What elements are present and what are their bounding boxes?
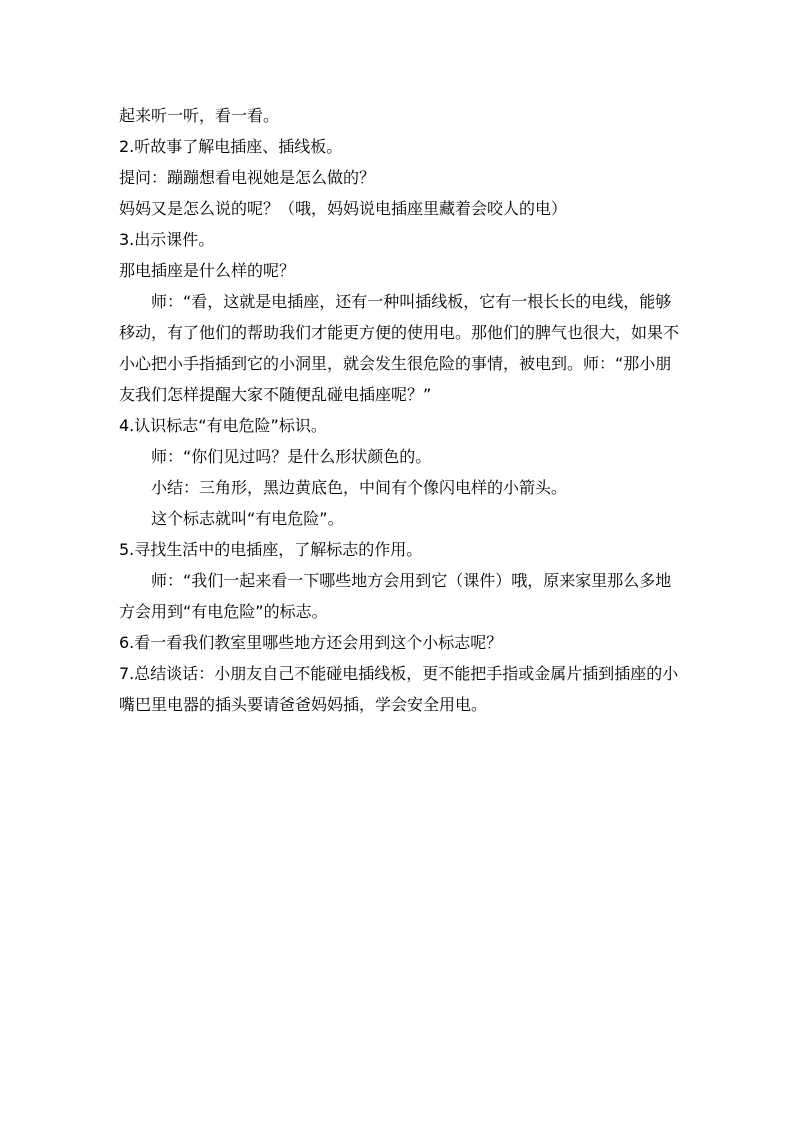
text-line-mom: 妈妈又是怎么说的呢？（哦，妈妈说电插座里藏着会咬人的电）: [119, 199, 568, 218]
section-heading-4: 4.认识标志“有电危险”标识。: [119, 416, 327, 435]
section-heading-6: 6.看一看我们教室里哪些地方还会用到这个小标志呢？: [119, 633, 503, 652]
section-heading-2: 2.听故事了解电插座、插线板。: [119, 137, 343, 156]
text-line-continuation: 起来听一听，看一看。: [119, 106, 280, 125]
teacher-paragraph-places: 师：“我们一起来看一下哪些地方会用到它（课件）哦，原来家里那么多地方会用到“有电危险”的标志。: [119, 571, 672, 621]
summary-line: 小结：三角形，黑边黄底色，中间有个像闪电样的小箭头。: [151, 478, 568, 497]
document-body: [119, 100, 679, 720]
teacher-question-seen: 师：“你们见过吗？是什么形状颜色的。: [151, 447, 432, 466]
teacher-paragraph-socket: 师：“看，这就是电插座，还有一种叫插线板，它有一根长长的电线，能够移动，有了他们的帮助我们才能更方便的使用电。那他们的脾气也很大，如果不小心把小手指插到它的小洞里，就会发生很危险的事情，被电到。师：“那小朋友我们怎样提醒大家不随便乱碰电插座呢？”: [119, 292, 680, 404]
section-heading-3: 3.出示课件。: [119, 230, 215, 249]
section-heading-5: 5.寻找生活中的电插座，了解标志的作用。: [119, 540, 423, 559]
question-line: 提问：蹦蹦想看电视她是怎么做的？: [119, 168, 376, 187]
section-heading-7-summary: 7.总结谈话：小朋友自己不能碰电插线板，更不能把手指或金属片插到插座的小嘴巴里电器的插头要请爸爸妈妈插，学会安全用电。: [119, 664, 679, 714]
sign-name-line: 这个标志就叫“有电危险”。: [151, 509, 344, 528]
text-line-what-like: 那电插座是什么样的呢？: [119, 261, 296, 280]
